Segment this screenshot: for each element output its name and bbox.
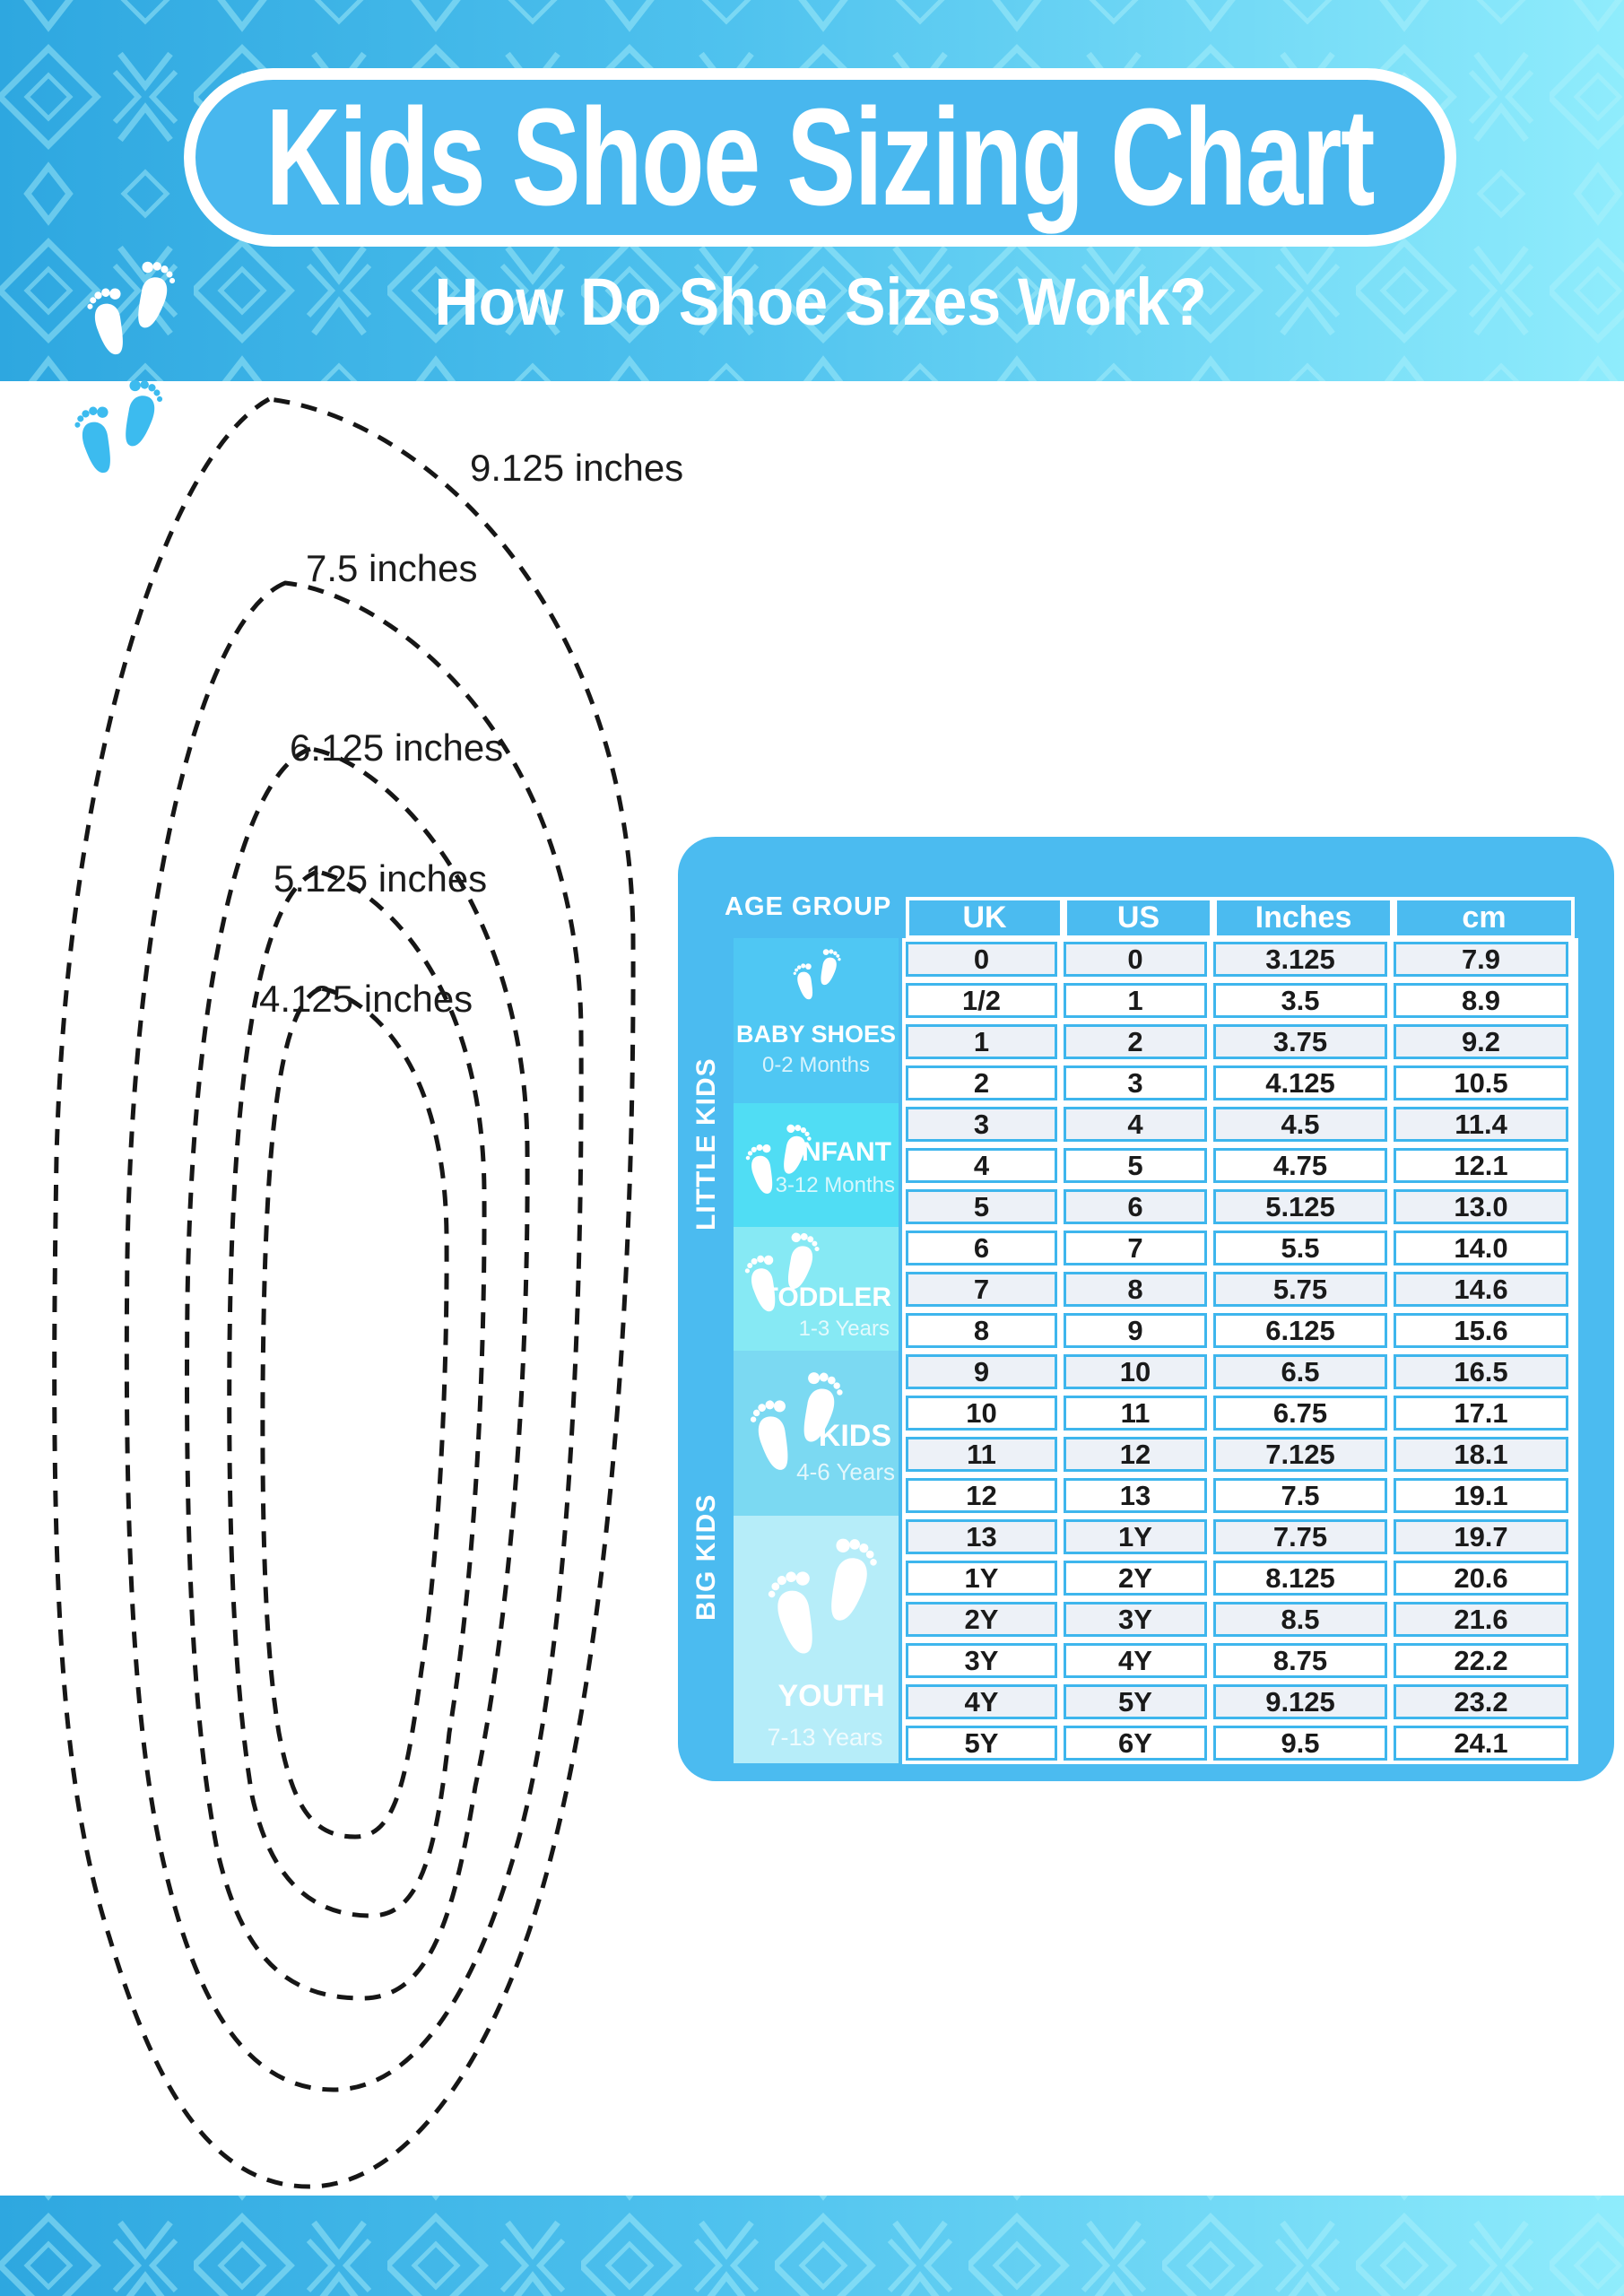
age-group-cell bbox=[734, 938, 899, 1103]
table-cell: 3Y bbox=[906, 1643, 1057, 1678]
inch-label: 6.125 inches bbox=[290, 726, 504, 769]
table-cell: 0 bbox=[906, 942, 1057, 977]
table-cell: 2Y bbox=[906, 1602, 1057, 1637]
table-cell: 1Y bbox=[906, 1561, 1057, 1596]
footprints-icon-content bbox=[63, 373, 174, 479]
side-label-little-kids: LITTLE KIDS bbox=[691, 1057, 721, 1231]
table-cell: 4Y bbox=[1064, 1643, 1207, 1678]
page-subtitle: How Do Shoe Sizes Work? bbox=[434, 265, 1208, 339]
column-header-inches: Inches bbox=[1213, 897, 1394, 939]
diamond-pattern bbox=[0, 2196, 1624, 2296]
table-cell: 21.6 bbox=[1394, 1602, 1568, 1637]
size-table-panel bbox=[678, 837, 1614, 1781]
foot-outline-75 bbox=[126, 583, 581, 2090]
table-cell: 9 bbox=[1064, 1313, 1207, 1348]
table-cell: 3.125 bbox=[1213, 942, 1387, 977]
age-group-cell bbox=[734, 1103, 899, 1227]
table-cell: 9.125 bbox=[1213, 1684, 1387, 1719]
title-box bbox=[184, 68, 1456, 247]
inch-label: 7.5 inches bbox=[306, 547, 478, 589]
table-cell: 10 bbox=[1064, 1354, 1207, 1389]
table-cell: 11.4 bbox=[1394, 1107, 1568, 1142]
table-cell: 4 bbox=[1064, 1107, 1207, 1142]
table-cell: 7 bbox=[906, 1272, 1057, 1307]
table-cell: 2Y bbox=[1064, 1561, 1207, 1596]
table-cell: 14.6 bbox=[1394, 1272, 1568, 1307]
foot-outline-6125 bbox=[187, 749, 528, 1998]
side-label-big-kids: BIG KIDS bbox=[691, 1493, 721, 1621]
age-group-name: YOUTH bbox=[777, 1679, 885, 1713]
table-cell: 8.9 bbox=[1394, 983, 1568, 1018]
table-cell: 22.2 bbox=[1394, 1643, 1568, 1678]
age-group-cell bbox=[734, 1227, 899, 1351]
table-cell: 13 bbox=[1064, 1478, 1207, 1513]
table-cell: 4Y bbox=[906, 1684, 1057, 1719]
table-cell: 0 bbox=[1064, 942, 1207, 977]
table-cell: 6 bbox=[1064, 1189, 1207, 1224]
table-cell: 20.6 bbox=[1394, 1561, 1568, 1596]
age-group-cells bbox=[734, 938, 899, 1763]
table-cell: 4.75 bbox=[1213, 1148, 1387, 1183]
table-cell: 16.5 bbox=[1394, 1354, 1568, 1389]
foot-outline-9125 bbox=[55, 399, 633, 2187]
table-cell: 17.1 bbox=[1394, 1396, 1568, 1431]
table-cell: 7.5 bbox=[1213, 1478, 1387, 1513]
foot-outline-5125 bbox=[230, 872, 484, 1916]
table-cell: 5Y bbox=[1064, 1684, 1207, 1719]
age-group-name: TODDLER bbox=[761, 1283, 891, 1312]
age-group-range: 0-2 Months bbox=[761, 1053, 871, 1077]
column-header-us: US bbox=[1064, 897, 1213, 939]
age-group-range: 1-3 Years bbox=[798, 1317, 890, 1341]
size-grid-wrap bbox=[902, 938, 1578, 1764]
footprints-icon bbox=[755, 1530, 890, 1661]
table-cell: 13 bbox=[906, 1519, 1057, 1554]
table-cell: 8 bbox=[906, 1313, 1057, 1348]
page-title: Kids Shoe Sizing Chart bbox=[265, 80, 1375, 234]
table-cell: 3 bbox=[1064, 1065, 1207, 1100]
header-banner bbox=[0, 0, 1624, 381]
table-cell: 18.1 bbox=[1394, 1437, 1568, 1472]
table-cell: 3 bbox=[906, 1107, 1057, 1142]
table-cell: 1 bbox=[1064, 983, 1207, 1018]
age-group-cell bbox=[734, 1351, 899, 1516]
foot-outline-4125 bbox=[263, 988, 447, 1837]
table-cell: 8.75 bbox=[1213, 1643, 1387, 1678]
inch-label: 9.125 inches bbox=[470, 447, 684, 489]
table-cell: 5 bbox=[906, 1189, 1057, 1224]
table-cell: 8.125 bbox=[1213, 1561, 1387, 1596]
table-cell: 1/2 bbox=[906, 983, 1057, 1018]
age-group-name: KIDS bbox=[818, 1419, 891, 1453]
table-cell: 8 bbox=[1064, 1272, 1207, 1307]
table-cell: 3.5 bbox=[1213, 983, 1387, 1018]
table-cell: 7.125 bbox=[1213, 1437, 1387, 1472]
table-cell: 1 bbox=[906, 1024, 1057, 1059]
age-group-name: BABY SHOES bbox=[735, 1021, 897, 1048]
table-cell: 8.5 bbox=[1213, 1602, 1387, 1637]
table-cell: 19.7 bbox=[1394, 1519, 1568, 1554]
size-grid-header bbox=[906, 897, 1575, 938]
table-cell: 12 bbox=[1064, 1437, 1207, 1472]
table-cell: 4.5 bbox=[1213, 1107, 1387, 1142]
table-cell: 9 bbox=[906, 1354, 1057, 1389]
age-group-cell bbox=[734, 1516, 899, 1763]
table-cell: 9.2 bbox=[1394, 1024, 1568, 1059]
table-cell: 23.2 bbox=[1394, 1684, 1568, 1719]
table-cell: 19.1 bbox=[1394, 1478, 1568, 1513]
table-cell: 5.5 bbox=[1213, 1231, 1387, 1265]
table-cell: 7.75 bbox=[1213, 1519, 1387, 1554]
table-cell: 11 bbox=[1064, 1396, 1207, 1431]
table-cell: 13.0 bbox=[1394, 1189, 1568, 1224]
table-cell: 10.5 bbox=[1394, 1065, 1568, 1100]
table-cell: 5Y bbox=[906, 1726, 1057, 1761]
inch-label: 5.125 inches bbox=[274, 857, 488, 900]
footer-banner bbox=[0, 2196, 1624, 2296]
table-cell: 12 bbox=[906, 1478, 1057, 1513]
table-cell: 14.0 bbox=[1394, 1231, 1568, 1265]
age-group-name: INFANT bbox=[794, 1137, 891, 1167]
footprints-icon bbox=[787, 945, 847, 1003]
size-grid-body bbox=[906, 942, 1575, 1761]
age-group-range: 7-13 Years bbox=[767, 1724, 883, 1751]
table-cell: 6.125 bbox=[1213, 1313, 1387, 1348]
footprints-icon-header bbox=[75, 255, 187, 361]
table-cell: 10 bbox=[906, 1396, 1057, 1431]
table-cell: 3Y bbox=[1064, 1602, 1207, 1637]
table-cell: 3.75 bbox=[1213, 1024, 1387, 1059]
age-group-header: AGE GROUP bbox=[725, 892, 892, 921]
column-header-cm: cm bbox=[1394, 897, 1575, 939]
table-cell: 1Y bbox=[1064, 1519, 1207, 1554]
table-cell: 12.1 bbox=[1394, 1148, 1568, 1183]
table-cell: 7.9 bbox=[1394, 942, 1568, 977]
table-cell: 2 bbox=[906, 1065, 1057, 1100]
table-cell: 6 bbox=[906, 1231, 1057, 1265]
table-cell: 5.125 bbox=[1213, 1189, 1387, 1224]
table-cell: 6.5 bbox=[1213, 1354, 1387, 1389]
table-cell: 24.1 bbox=[1394, 1726, 1568, 1761]
table-cell: 4 bbox=[906, 1148, 1057, 1183]
age-group-range: 4-6 Years bbox=[796, 1458, 895, 1485]
table-cell: 7 bbox=[1064, 1231, 1207, 1265]
column-header-uk: UK bbox=[906, 897, 1064, 939]
table-cell: 6Y bbox=[1064, 1726, 1207, 1761]
table-cell: 6.75 bbox=[1213, 1396, 1387, 1431]
table-cell: 5.75 bbox=[1213, 1272, 1387, 1307]
inch-label: 4.125 inches bbox=[259, 978, 473, 1020]
table-cell: 15.6 bbox=[1394, 1313, 1568, 1348]
table-cell: 9.5 bbox=[1213, 1726, 1387, 1761]
table-cell: 2 bbox=[1064, 1024, 1207, 1059]
table-cell: 11 bbox=[906, 1437, 1057, 1472]
age-group-range: 3-12 Months bbox=[775, 1173, 895, 1197]
table-cell: 4.125 bbox=[1213, 1065, 1387, 1100]
table-cell: 5 bbox=[1064, 1148, 1207, 1183]
